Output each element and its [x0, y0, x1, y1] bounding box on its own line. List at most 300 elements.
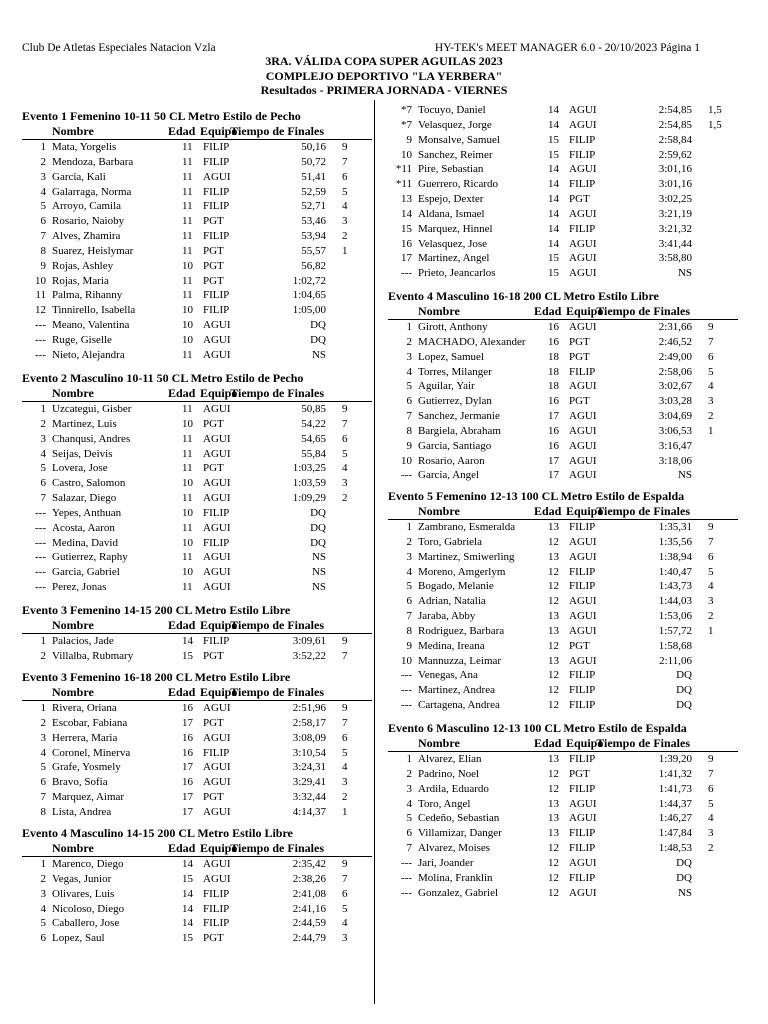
final-time: 2:11,06: [659, 654, 692, 667]
place: ---: [35, 581, 46, 594]
team: AGUI: [569, 104, 597, 116]
col-header-edad: Edad: [168, 685, 196, 699]
age: 11: [182, 581, 193, 594]
points: 9: [342, 635, 348, 647]
col-header-tiempo-de-finales: Tiempo de Finales: [596, 504, 690, 518]
team: FILIP: [569, 565, 596, 578]
team: AGUI: [203, 731, 231, 744]
final-time: 53,46: [301, 215, 326, 228]
event-block: [22, 670, 372, 820]
final-time: NS: [311, 551, 326, 564]
col-header-edad: Edad: [168, 618, 196, 632]
points: 2: [708, 842, 714, 855]
col-header-edad: Edad: [534, 504, 562, 518]
place: 1: [406, 753, 412, 765]
col-header-nombre: Nombre: [418, 736, 460, 750]
final-time: 1:05,00: [292, 304, 326, 317]
age: 15: [548, 252, 559, 265]
swimmer-name: Rojas, Ashley: [52, 259, 114, 272]
swimmer-name: Espejo, Dexter: [418, 193, 484, 206]
place: 2: [40, 649, 46, 662]
team: AGUI: [569, 797, 597, 810]
final-time: 3:58,80: [658, 252, 692, 265]
points: 1: [342, 244, 348, 257]
final-time: DQ: [676, 669, 692, 682]
swimmer-name: Gonzalez, Gabriel: [418, 886, 499, 899]
final-time: 2:54,85: [658, 104, 692, 116]
points: 9: [708, 753, 714, 765]
swimmer-name: Salazar, Diego: [52, 492, 117, 505]
place: 6: [40, 477, 46, 490]
place: 14: [401, 207, 412, 220]
swimmer-name: Toro, Gabriela: [418, 535, 482, 548]
place: 3: [40, 170, 46, 183]
team: AGUI: [569, 424, 597, 437]
points: 1,5: [708, 104, 722, 116]
event-block: [388, 489, 738, 713]
age: 11: [182, 432, 193, 445]
final-time: 55,57: [301, 244, 326, 257]
swimmer-name: Prieto, Jeancarlos: [418, 267, 496, 280]
team: AGUI: [569, 654, 597, 667]
final-time: 1:38,94: [658, 550, 692, 563]
swimmer-name: Suarez, Heislymar: [52, 244, 134, 257]
swimmer-name: Martinez, Angel: [418, 252, 490, 265]
age: 10: [182, 417, 193, 430]
points: 9: [342, 702, 348, 714]
final-time: 1:40,47: [658, 565, 692, 578]
result-row: [22, 244, 372, 259]
points: 3: [708, 595, 714, 608]
team: FILIP: [569, 699, 596, 712]
age: 12: [548, 565, 559, 578]
event-block: [22, 109, 372, 363]
age: 12: [548, 595, 559, 608]
event-title: Evento 3 Femenino 16-18 200 CL Metro Estilo Libre: [22, 670, 291, 684]
result-row: [22, 402, 372, 417]
swimmer-name: Adrian, Natalia: [418, 595, 486, 608]
points: 3: [708, 395, 714, 408]
points: 6: [342, 432, 348, 445]
team: PGT: [203, 716, 224, 729]
team: AGUI: [569, 595, 597, 608]
team: AGUI: [569, 237, 597, 250]
age: 16: [182, 731, 193, 744]
place: 1: [406, 321, 412, 333]
points: 5: [708, 797, 714, 810]
col-header-tiempo-de-finales: Tiempo de Finales: [230, 685, 324, 699]
result-row: [388, 320, 738, 335]
team: FILIP: [569, 871, 596, 884]
team: PGT: [569, 193, 590, 206]
age: 13: [548, 521, 559, 533]
col-header-nombre: Nombre: [52, 124, 94, 138]
swimmer-name: Nicoloso, Diego: [52, 902, 125, 915]
col-header-equipo: Equipo: [200, 841, 238, 855]
swimmer-name: Marquez, Aimar: [52, 791, 125, 804]
final-time: 3:06,53: [658, 424, 692, 437]
place: 2: [406, 335, 412, 348]
points: 7: [708, 767, 714, 780]
place: 8: [40, 244, 46, 257]
team: AGUI: [203, 566, 231, 579]
age: 12: [548, 767, 559, 780]
team: AGUI: [203, 403, 231, 415]
final-time: 3:09,61: [292, 635, 326, 647]
result-row: [388, 454, 738, 469]
swimmer-name: Seijas, Deivis: [52, 447, 113, 460]
team: FILIP: [569, 842, 596, 855]
team: PGT: [569, 767, 590, 780]
team: PGT: [569, 350, 590, 363]
final-time: 3:52,22: [292, 649, 326, 662]
points: 2: [708, 610, 714, 623]
age: 18: [548, 380, 559, 393]
team: AGUI: [203, 333, 231, 346]
event-block: [388, 103, 738, 281]
final-time: 1:53,06: [658, 610, 692, 623]
final-time: 51,41: [301, 170, 326, 183]
final-time: 1:43,73: [658, 580, 692, 593]
place: 1: [40, 403, 46, 415]
age: 10: [182, 477, 193, 490]
result-row: [388, 424, 738, 439]
result-row: [388, 133, 738, 148]
result-row: [22, 461, 372, 476]
event-block: [22, 603, 372, 664]
final-time: 3:21,32: [658, 222, 692, 235]
final-time: DQ: [676, 871, 692, 884]
age: 12: [548, 699, 559, 712]
swimmer-name: Escobar, Fabiana: [52, 716, 128, 729]
final-time: 2:58,17: [292, 716, 326, 729]
swimmer-name: Castro, Salomon: [52, 477, 126, 490]
final-time: 1:46,27: [658, 812, 692, 825]
result-row: [388, 439, 738, 454]
swimmer-name: Guerrero, Ricardo: [418, 178, 499, 191]
place: 1: [40, 141, 46, 153]
col-header-nombre: Nombre: [52, 841, 94, 855]
place: 9: [406, 439, 412, 452]
team: FILIP: [569, 222, 596, 235]
points: 9: [342, 141, 348, 153]
results-list: [388, 520, 738, 713]
age: 13: [548, 753, 559, 765]
swimmer-name: Yepes, Anthuan: [52, 506, 122, 519]
swimmer-name: Palma, Rihanny: [52, 289, 123, 302]
result-row: [388, 379, 738, 394]
result-row: [388, 520, 738, 535]
place: 2: [40, 155, 46, 168]
place: ---: [401, 856, 412, 869]
age: 10: [182, 304, 193, 317]
result-row: [22, 902, 372, 917]
points: 7: [342, 155, 348, 168]
swimmer-name: Ruge, Giselle: [52, 333, 112, 346]
age: 15: [182, 932, 193, 945]
swimmer-name: Gutierrez, Dylan: [418, 395, 492, 408]
final-time: NS: [311, 348, 326, 361]
place: 7: [40, 791, 46, 804]
team: AGUI: [569, 410, 597, 423]
swimmer-name: Aldana, Ismael: [418, 207, 485, 220]
result-row: [22, 140, 372, 155]
place: ---: [401, 469, 412, 482]
result-row: [22, 288, 372, 303]
result-row: [22, 491, 372, 506]
event-block: [22, 371, 372, 595]
place: 2: [406, 767, 412, 780]
result-row: [388, 579, 738, 594]
place: 8: [40, 805, 46, 818]
age: 17: [548, 469, 559, 482]
final-time: NS: [311, 566, 326, 579]
place: ---: [35, 319, 46, 332]
team: AGUI: [203, 348, 231, 361]
swimmer-name: Uzcategui, Gisber: [52, 403, 132, 415]
swimmer-name: Nieto, Alejandra: [52, 348, 125, 361]
meet-title: 3RA. VÁLIDA COPA SUPER AGUILAS 2023: [265, 54, 503, 68]
team: AGUI: [203, 319, 231, 332]
final-time: 55,84: [301, 447, 326, 460]
final-time: 3:24,31: [292, 761, 326, 774]
final-time: 50,16: [301, 141, 326, 153]
place: 7: [40, 230, 46, 243]
points: 3: [708, 827, 714, 840]
team: FILIP: [569, 521, 596, 533]
col-header-nombre: Nombre: [52, 386, 94, 400]
age: 16: [182, 702, 193, 714]
result-row: [388, 365, 738, 380]
points: 4: [342, 917, 348, 930]
place: ---: [35, 536, 46, 549]
result-row: [22, 318, 372, 333]
column-header-row: [22, 618, 372, 634]
age: 15: [548, 148, 559, 161]
result-row: [22, 185, 372, 200]
result-row: [22, 170, 372, 185]
team: FILIP: [203, 185, 230, 198]
place: ---: [35, 333, 46, 346]
final-time: 2:51,96: [292, 702, 326, 714]
final-time: DQ: [676, 684, 692, 697]
place: 4: [406, 565, 412, 578]
team: FILIP: [203, 141, 230, 153]
result-row: [22, 634, 372, 649]
final-time: 2:59,62: [658, 148, 692, 161]
final-time: 54,65: [301, 432, 326, 445]
place: 8: [406, 624, 412, 637]
points: 2: [342, 492, 348, 505]
swimmer-name: Lopez, Samuel: [418, 350, 484, 363]
swimmer-name: Palacios, Jade: [52, 635, 114, 647]
result-row: [388, 103, 738, 118]
swimmer-name: Lista, Andrea: [52, 805, 112, 818]
final-time: 3:41,44: [658, 237, 692, 250]
points: 1,5: [708, 118, 722, 131]
swimmer-name: Velasquez, Jose: [418, 237, 488, 250]
club-name: Club De Atletas Especiales Natacion Vzla: [22, 42, 216, 54]
result-row: [22, 417, 372, 432]
age: 14: [548, 118, 559, 131]
final-time: 2:41,16: [292, 902, 326, 915]
age: 11: [182, 215, 193, 228]
age: 17: [182, 791, 193, 804]
result-row: [388, 192, 738, 207]
results-list: [22, 857, 372, 946]
final-time: 1:35,31: [658, 521, 692, 533]
results-list: [22, 140, 372, 363]
age: 14: [182, 635, 193, 647]
result-row: [22, 447, 372, 462]
final-time: 3:16,47: [658, 439, 692, 452]
swimmer-name: Monsalve, Samuel: [418, 133, 500, 146]
swimmer-name: Velasquez, Jorge: [418, 118, 492, 131]
results-list: [388, 320, 738, 483]
age: 11: [182, 348, 193, 361]
points: 7: [708, 335, 714, 348]
column-header-row: [388, 736, 738, 752]
swimmer-name: Rojas, Maria: [52, 274, 109, 287]
team: FILIP: [203, 200, 230, 213]
team: PGT: [203, 649, 224, 662]
result-row: [22, 872, 372, 887]
team: PGT: [203, 215, 224, 228]
age: 14: [182, 858, 193, 870]
team: FILIP: [569, 684, 596, 697]
place: 4: [40, 447, 46, 460]
place: 5: [40, 200, 46, 213]
swimmer-name: Rodriguez, Barbara: [418, 624, 505, 637]
points: 7: [342, 716, 348, 729]
place: 6: [406, 595, 412, 608]
swimmer-name: Tocuyo, Daniel: [418, 104, 486, 116]
age: 11: [182, 403, 193, 415]
team: FILIP: [569, 580, 596, 593]
col-header-equipo: Equipo: [566, 736, 604, 750]
place: ---: [35, 551, 46, 564]
place: 3: [406, 550, 412, 563]
final-time: 53,94: [301, 230, 326, 243]
final-time: 3:29,41: [292, 776, 326, 789]
age: 10: [182, 566, 193, 579]
points: 4: [342, 462, 348, 475]
swimmer-name: Bravo, Sofia: [52, 776, 108, 789]
result-row: [388, 797, 738, 812]
results-list: [22, 701, 372, 820]
place: 2: [40, 872, 46, 885]
age: 11: [182, 244, 193, 257]
age: 11: [182, 170, 193, 183]
result-row: [388, 177, 738, 192]
final-time: 2:49,00: [658, 350, 692, 363]
place: 7: [406, 410, 412, 423]
final-time: 54,22: [301, 417, 326, 430]
place: 9: [40, 259, 46, 272]
event-block: [22, 826, 372, 946]
result-row: [388, 698, 738, 713]
result-row: [388, 251, 738, 266]
age: 11: [182, 274, 193, 287]
points: 9: [342, 403, 348, 415]
final-time: DQ: [676, 699, 692, 712]
place: 15: [401, 222, 412, 235]
age: 12: [548, 782, 559, 795]
team: AGUI: [569, 624, 597, 637]
swimmer-name: Toro, Angel: [418, 797, 471, 810]
col-header-tiempo-de-finales: Tiempo de Finales: [230, 386, 324, 400]
team: AGUI: [203, 551, 231, 564]
event-title: Evento 6 Masculino 12-13 100 CL Metro Estilo de Espalda: [388, 721, 687, 735]
column-divider: [374, 100, 375, 1004]
team: FILIP: [203, 506, 230, 519]
place: 6: [40, 215, 46, 228]
points: 1: [708, 624, 714, 637]
points: 1: [708, 424, 714, 437]
result-row: [22, 887, 372, 902]
points: 5: [342, 746, 348, 759]
col-header-tiempo-de-finales: Tiempo de Finales: [230, 841, 324, 855]
swimmer-name: Arroyo, Camila: [52, 200, 122, 213]
swimmer-name: Herrera, Maria: [52, 731, 118, 744]
col-header-tiempo-de-finales: Tiempo de Finales: [596, 736, 690, 750]
age: 14: [548, 178, 559, 191]
final-time: 2:58,84: [658, 133, 692, 146]
result-row: [22, 805, 372, 820]
result-row: [22, 214, 372, 229]
final-time: 1:35,56: [658, 535, 692, 548]
age: 16: [548, 439, 559, 452]
place: 13: [401, 193, 412, 206]
column-header-row: [388, 504, 738, 520]
age: 16: [182, 776, 193, 789]
place: 3: [40, 887, 46, 900]
team: FILIP: [569, 365, 596, 378]
swimmer-name: Garcia, Gabriel: [52, 566, 120, 579]
swimmer-name: Alves, Zhamira: [52, 230, 121, 243]
points: 3: [342, 932, 348, 945]
points: 2: [342, 230, 348, 243]
final-time: 1:03,59: [292, 477, 326, 490]
age: 12: [548, 886, 559, 899]
points: 6: [708, 350, 714, 363]
points: 4: [342, 200, 348, 213]
result-row: [22, 536, 372, 551]
age: 14: [548, 163, 559, 176]
results-list: [388, 103, 738, 281]
age: 10: [182, 319, 193, 332]
age: 15: [548, 267, 559, 280]
place: 3: [406, 782, 412, 795]
age: 16: [548, 335, 559, 348]
final-time: 52,71: [301, 200, 326, 213]
team: AGUI: [569, 454, 597, 467]
result-row: [388, 535, 738, 550]
team: AGUI: [203, 492, 231, 505]
result-row: [388, 856, 738, 871]
points: 7: [342, 417, 348, 430]
final-time: 2:54,85: [658, 118, 692, 131]
final-time: 2:44,59: [292, 917, 326, 930]
event-title: Evento 4 Masculino 16-18 200 CL Metro Estilo Libre: [388, 289, 659, 303]
swimmer-name: Rosario, Aaron: [418, 454, 485, 467]
result-row: [388, 668, 738, 683]
final-time: DQ: [676, 856, 692, 869]
result-row: [388, 118, 738, 133]
result-row: [388, 266, 738, 281]
final-time: 1:44,37: [658, 797, 692, 810]
team: FILIP: [569, 782, 596, 795]
